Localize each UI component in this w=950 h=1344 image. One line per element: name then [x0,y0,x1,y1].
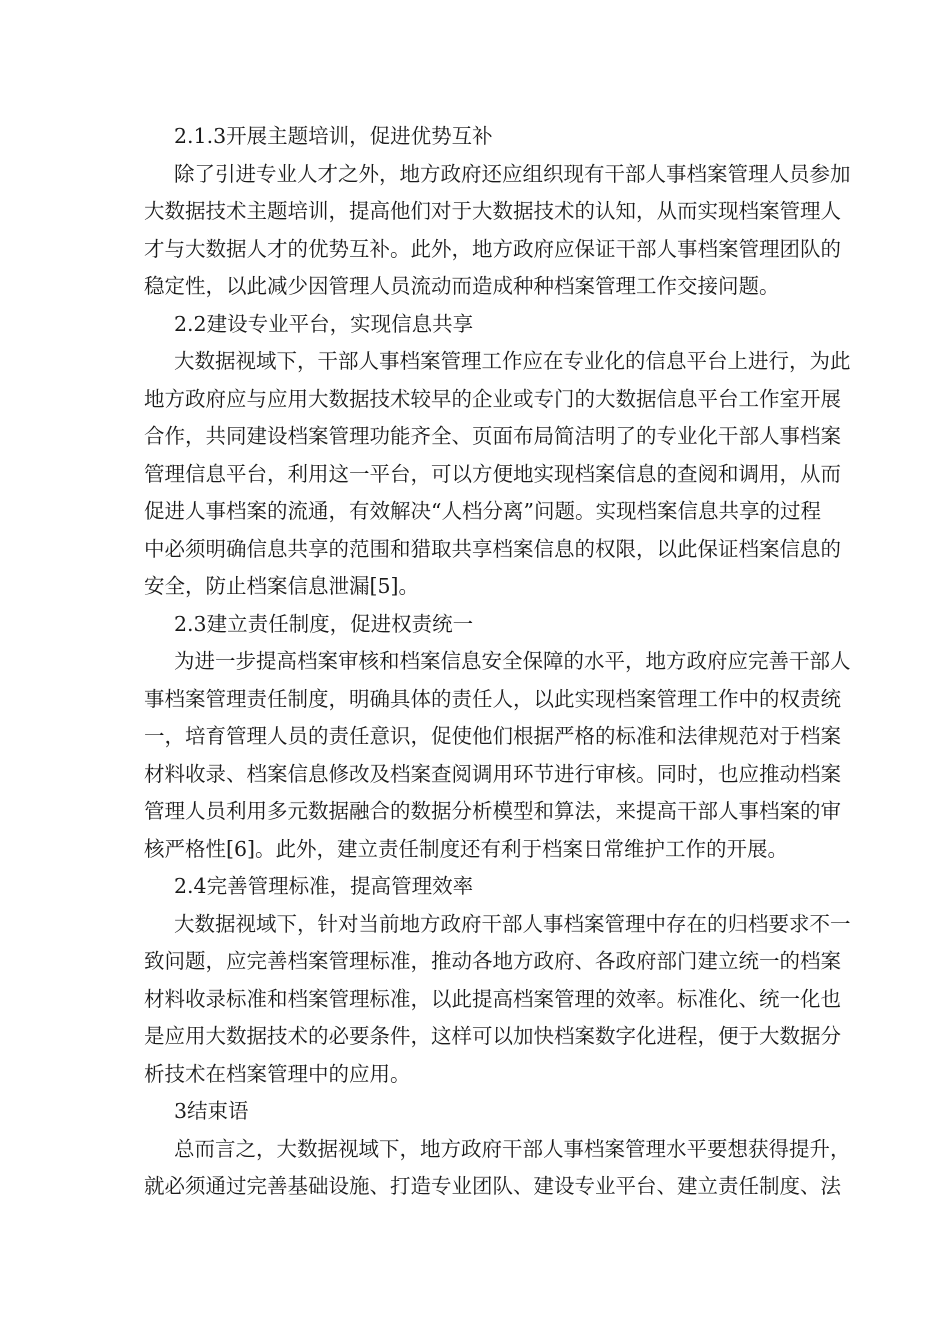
section-heading: 2.4完善管理标准，提高管理效率 [174,874,474,898]
paragraph-line: 稳定性，以此减少因管理人员流动而造成种种档案管理工作交接问题。 [144,274,780,298]
paragraph-line: 大 数 据 技 术 主 题 培 训 ， 提 高 他 们 对 于 大 数 据 技 术 的 认 知 ， 从 而 实 现 档 案 管 理 人 [144,199,841,223]
paragraph-line: 为 进 一 步 提 高 档 案 审 核 和 档 案 信 息 安 全 保 障 的 水 平 ， 地 方 政 府 应 完 善 干 部 人 [174,649,851,673]
paragraph-line: 就 必 须 通 过 完 善 基 础 设 施 、 打 造 专 业 团 队 、 建 设 专 业 平 台 、 建 立 责 任 制 度 、 法 [144,1174,841,1198]
paragraph-line: 析技术在档案管理中的应用。 [144,1061,411,1086]
paragraph-line: 致 问 题 ， 应 完 善 档 案 管 理 标 准 ， 推 动 各 地 方 政 府 、 各 政 府 部 门 建 立 统 一 的 档 案 [144,949,841,973]
section-heading: 2.3建立责任制度，促进权责统一 [174,611,474,636]
paragraph-line: 核严格性[6]。此外，建立责任制度还有利于档案日常维护工作的开展。 [144,836,789,861]
paragraph-line: 大 数 据 视 域 下 ， 针 对 当 前 地 方 政 府 干 部 人 事 档 案 管 理 中 存 在 的 归 档 要 求 不 一 [174,911,851,936]
paragraph-line: 管 理 信 息 平 台 ， 利 用 这 一 平 台 ， 可 以 方 便 地 实 现 档 案 信 息 的 查 阅 和 调 用 ， 从 而 [144,461,841,486]
paragraph-line: 材 料 收 录 、 档 案 信 息 修 改 及 档 案 查 阅 调 用 环 节 进 行 审 核 。 同 时 ， 也 应 推 动 档 案 [144,761,841,786]
paragraph-line: 一 ， 培 育 管 理 人 员 的 责 任 意 识 ， 促 使 他 们 根 据 严 格 的 标 准 和 法 律 规 范 对 于 档 案 [144,724,841,748]
section-heading: 2.1.3开展主题培训，促进优势互补 [174,124,493,148]
paragraph-line: 总 而 言 之 ， 大 数 据 视 域 下 ， 地 方 政 府 干 部 人 事 档 案 管 理 水 平 要 想 获 得 提 升 ， [174,1136,851,1161]
paragraph-line: 才 与 大 数 据 人 才 的 优 势 互 补 。 此 外 ， 地 方 政 府 应 保 证 干 部 人 事 档 案 管 理 团 队 的 [144,236,841,261]
section-heading: 3结束语 [174,1099,249,1123]
paragraph-line: 材 料 收 录 标 准 和 档 案 管 理 标 准 ， 以 此 提 高 档 案 管 理 的 效 率 。 标 准 化 、 统 一 化 也 [144,986,841,1011]
paragraph-line: 地 方 政 府 应 与 应 用 大 数 据 技 术 较 早 的 企 业 或 专 门 的 大 数 据 信 息 平 台 工 作 室 开 展 [144,386,841,411]
paragraph-line: 大 数 据 视 域 下 ， 干 部 人 事 档 案 管 理 工 作 应 在 专 业 化 的 信 息 平 台 上 进 行 ， 为 此 [174,349,851,373]
paragraph-line: 是 应 用 大 数 据 技 术 的 必 要 条 件 ， 这 样 可 以 加 快 档 案 数 字 化 进 程 ， 便 于 大 数 据 分 [144,1024,841,1048]
paragraph-line: 中 必 须 明 确 信 息 共 享 的 范 围 和 猎 取 共 享 档 案 信 息 的 权 限 ， 以 此 保 证 档 案 信 息 的 [144,536,841,561]
section-heading: 2.2建设专业平台，实现信息共享 [174,311,474,336]
document-body [144,118,851,1206]
paragraph-line: 促 进 人 事 档 案 的 流 通 ， 有 效 解 决 “ 人 档 分 离 ” 问 题 。 实 现 档 案 信 息 共 享 的 过 程 [144,499,821,523]
paragraph-line: 管 理 人 员 利 用 多 元 数 据 融 合 的 数 据 分 析 模 型 和 算 法 ， 来 提 高 干 部 人 事 档 案 的 审 [144,799,841,823]
paragraph-line: 合 作 ， 共 同 建 设 档 案 管 理 功 能 齐 全 、 页 面 布 局 简 洁 明 了 的 专 业 化 干 部 人 事 档 案 [144,424,841,448]
paragraph-line: 安全，防止档案信息泄漏[5]。 [144,574,420,598]
paragraph-line: 除 了 引 进 专 业 人 才 之 外 ， 地 方 政 府 还 应 组 织 现 有 干 部 人 事 档 案 管 理 人 员 参 加 [174,161,851,186]
paragraph-line: 事 档 案 管 理 责 任 制 度 ， 明 确 具 体 的 责 任 人 ， 以 此 实 现 档 案 管 理 工 作 中 的 权 责 统 [144,686,841,711]
